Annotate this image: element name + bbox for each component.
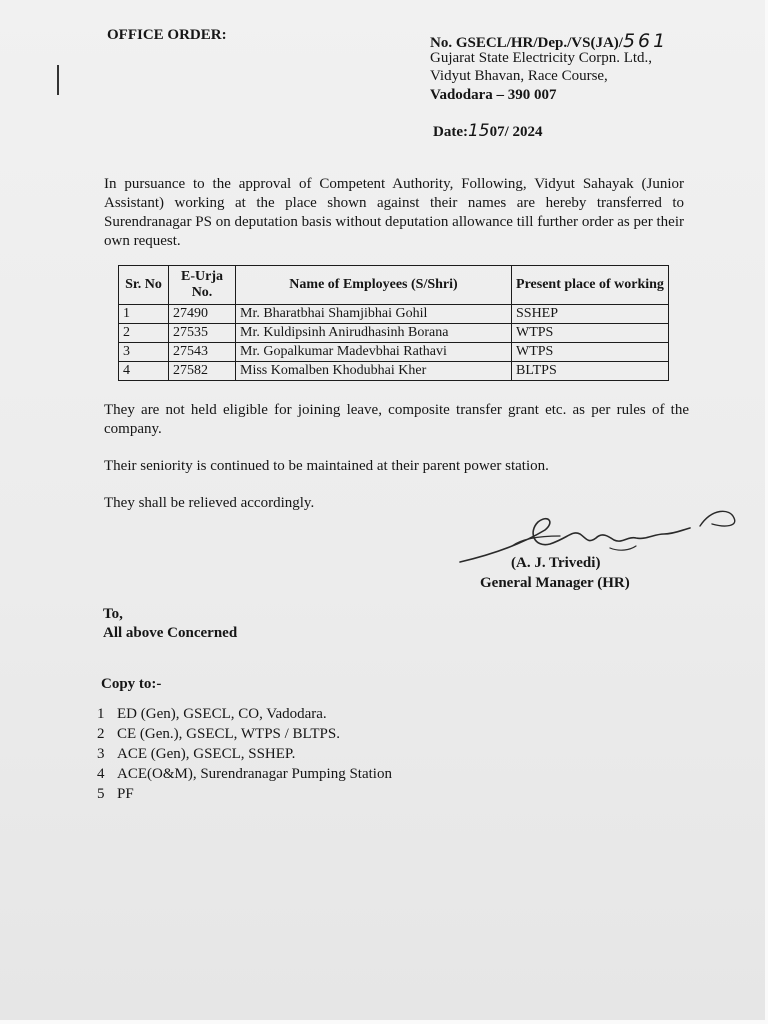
list-item-text: ACE (Gen), GSECL, SSHEP.: [117, 746, 296, 762]
reference-number: [430, 30, 668, 52]
copy-to-label: Copy to:-: [101, 676, 162, 692]
to-label: To,: [103, 606, 123, 622]
copy-to-list: [97, 704, 392, 804]
date-rest: 07/ 2024: [489, 124, 543, 140]
org-city: Vadodara – 390 007: [430, 87, 557, 103]
to-value: All above Concerned: [103, 625, 238, 641]
list-item: [97, 744, 392, 764]
cell-e-urja-no: 27535: [169, 324, 236, 343]
list-item-number: 1: [97, 706, 105, 722]
cell-employee-name: Mr. Bharatbhai Shamjibhai Gohil: [236, 305, 512, 324]
cell-employee-name: Mr. Gopalkumar Madevbhai Rathavi: [236, 343, 512, 362]
office-order-title: OFFICE ORDER:: [107, 27, 227, 43]
cell-present-place: SSHEP: [512, 305, 669, 324]
header-e-urja-no: E-Urja No.: [169, 266, 236, 305]
table-row: [119, 362, 669, 381]
seniority-paragraph: Their seniority is continued to be maintained at their parent power station.: [104, 458, 549, 474]
employees-table: [118, 265, 669, 381]
relieved-paragraph: They shall be relieved accordingly.: [104, 495, 315, 511]
list-item-number: 5: [97, 786, 105, 802]
list-item-number: 3: [97, 746, 105, 762]
order-date: [433, 121, 543, 141]
cell-present-place: WTPS: [512, 324, 669, 343]
header-present-place: Present place of working: [512, 266, 669, 305]
table-row: [119, 305, 669, 324]
table-row: [119, 324, 669, 343]
cell-e-urja-no: 27582: [169, 362, 236, 381]
cell-e-urja-no: 27490: [169, 305, 236, 324]
list-item: [97, 704, 392, 724]
org-name: Gujarat State Electricity Corpn. Ltd.,: [430, 50, 653, 66]
reference-handwritten: 561: [622, 30, 669, 52]
cell-employee-name: Miss Komalben Khodubhai Kher: [236, 362, 512, 381]
list-item: [97, 784, 392, 804]
margin-mark: [57, 65, 59, 95]
cell-sr-no: 1: [119, 305, 169, 324]
list-item-text: PF: [117, 786, 134, 802]
date-handwritten: 15: [467, 121, 490, 141]
cell-e-urja-no: 27543: [169, 343, 236, 362]
list-item-text: ED (Gen), GSECL, CO, Vadodara.: [117, 706, 327, 722]
list-item: [97, 764, 392, 784]
signatory-name: (A. J. Trivedi): [511, 555, 601, 571]
list-item-number: 4: [97, 766, 105, 782]
list-item-text: ACE(O&M), Surendranagar Pumping Station: [117, 766, 392, 782]
cell-present-place: BLTPS: [512, 362, 669, 381]
reference-prefix: No. GSECL/HR/Dep./VS(JA)/: [430, 35, 623, 51]
cell-employee-name: Mr. Kuldipsinh Anirudhasinh Borana: [236, 324, 512, 343]
header-employee-name: Name of Employees (S/Shri): [236, 266, 512, 305]
cell-sr-no: 3: [119, 343, 169, 362]
cell-present-place: WTPS: [512, 343, 669, 362]
intro-paragraph: In pursuance to the approval of Competent Authority, Following, Vidyut Sahayak (Junior Assistant) working at the place shown against their names are hereby transferred to Surendranagar PS on deputation basis without deputation allowance till further order as per their own request.: [104, 176, 684, 249]
header-sr-no: Sr. No: [119, 266, 169, 305]
list-item-text: CE (Gen.), GSECL, WTPS / BLTPS.: [117, 726, 340, 742]
date-label: Date:: [433, 124, 468, 140]
page-edge-bottom: [0, 1020, 768, 1024]
list-item: [97, 724, 392, 744]
org-address: Vidyut Bhavan, Race Course,: [430, 68, 608, 84]
list-item-number: 2: [97, 726, 105, 742]
signatory-designation: General Manager (HR): [480, 575, 630, 591]
leave-paragraph: They are not held eligible for joining leave, composite transfer grant etc. as per rules of the company.: [104, 402, 689, 437]
cell-sr-no: 2: [119, 324, 169, 343]
table-header-row: [119, 266, 669, 305]
table-row: [119, 343, 669, 362]
cell-sr-no: 4: [119, 362, 169, 381]
